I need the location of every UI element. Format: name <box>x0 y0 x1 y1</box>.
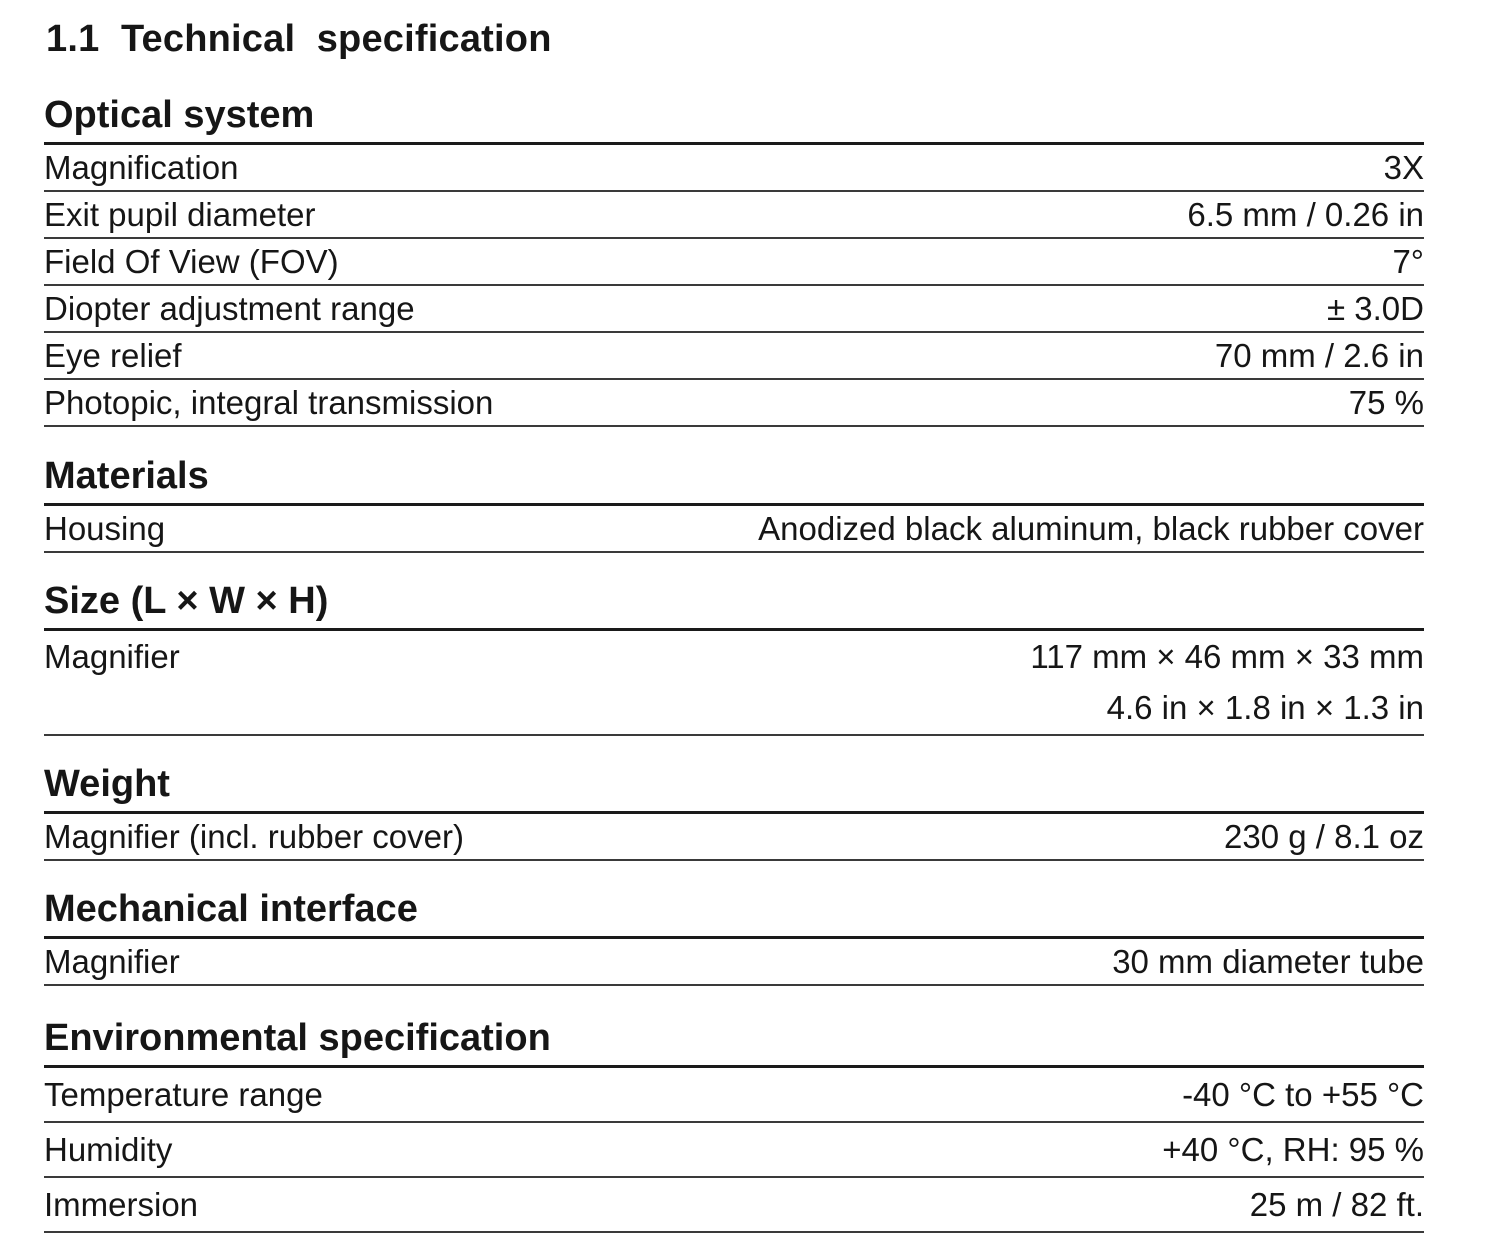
spec-label: Diopter adjustment range <box>44 289 415 327</box>
spec-label: Exit pupil diameter <box>44 195 316 233</box>
spec-label: Magnifier <box>44 942 180 980</box>
spec-value: -40 °C to +55 °C <box>1182 1075 1424 1113</box>
section-title: Weight <box>44 763 170 805</box>
spec-row-mechanical-magnifier <box>44 939 1424 986</box>
section-weight <box>44 757 1424 861</box>
spec-value: 70 mm / 2.6 in <box>1214 336 1424 374</box>
spec-row-immersion <box>44 1178 1424 1233</box>
spec-value: ± 3.0D <box>1327 289 1424 327</box>
document-title: 1.1 Technical specification <box>46 18 552 60</box>
section-mechanical-interface <box>44 882 1424 986</box>
section-environmental <box>44 1011 1424 1233</box>
spec-label: Magnifier (incl. rubber cover) <box>44 817 464 855</box>
spec-value: +40 °C, RH: 95 % <box>1162 1130 1424 1168</box>
section-title: Environmental specification <box>44 1017 551 1059</box>
spec-value: 6.5 mm / 0.26 in <box>1187 195 1424 233</box>
spec-row-humidity <box>44 1123 1424 1178</box>
section-materials <box>44 449 1424 553</box>
section-size <box>44 574 1424 736</box>
spec-label: Magnification <box>44 148 239 186</box>
spec-label: Photopic, integral transmission <box>44 383 494 421</box>
spec-label: Immersion <box>44 1185 199 1223</box>
spec-row-exit-pupil <box>44 192 1424 239</box>
spec-label: Magnifier <box>44 637 180 675</box>
spec-row-field-of-view <box>44 239 1424 286</box>
spec-row-temperature <box>44 1068 1424 1123</box>
section-title: Size (L × W × H) <box>44 580 329 622</box>
spec-value: 25 m / 82 ft. <box>1249 1185 1424 1223</box>
spec-line <box>44 683 1424 735</box>
spec-label: Eye relief <box>44 336 182 374</box>
spec-label: Temperature range <box>44 1075 323 1113</box>
section-optical-system <box>44 88 1424 427</box>
spec-row-transmission <box>44 380 1424 427</box>
spec-value: Anodized black aluminum, black rubber cover <box>758 509 1424 547</box>
section-title: Optical system <box>44 94 315 136</box>
spec-value: 117 mm × 46 mm × 33 mm <box>1030 637 1424 675</box>
spec-value: 75 % <box>1348 383 1424 421</box>
spec-row-housing <box>44 506 1424 553</box>
spec-value-secondary: 4.6 in × 1.8 in × 1.3 in <box>1106 689 1424 727</box>
spec-row-diopter <box>44 286 1424 333</box>
spec-label: Housing <box>44 509 166 547</box>
spec-row-magnifier-size <box>44 631 1424 736</box>
spec-row-eye-relief <box>44 333 1424 380</box>
section-title: Mechanical interface <box>44 888 418 930</box>
spec-value: 3X <box>1383 148 1424 186</box>
spec-value: 30 mm diameter tube <box>1112 942 1424 980</box>
spec-label: Humidity <box>44 1130 173 1168</box>
spec-row-weight-magnifier <box>44 814 1424 861</box>
spec-row-magnification <box>44 145 1424 192</box>
spec-value: 230 g / 8.1 oz <box>1224 817 1424 855</box>
spec-value: 7° <box>1392 242 1424 280</box>
section-title: Materials <box>44 455 209 497</box>
spec-label: Field Of View (FOV) <box>44 242 339 280</box>
spec-line <box>44 631 1424 683</box>
